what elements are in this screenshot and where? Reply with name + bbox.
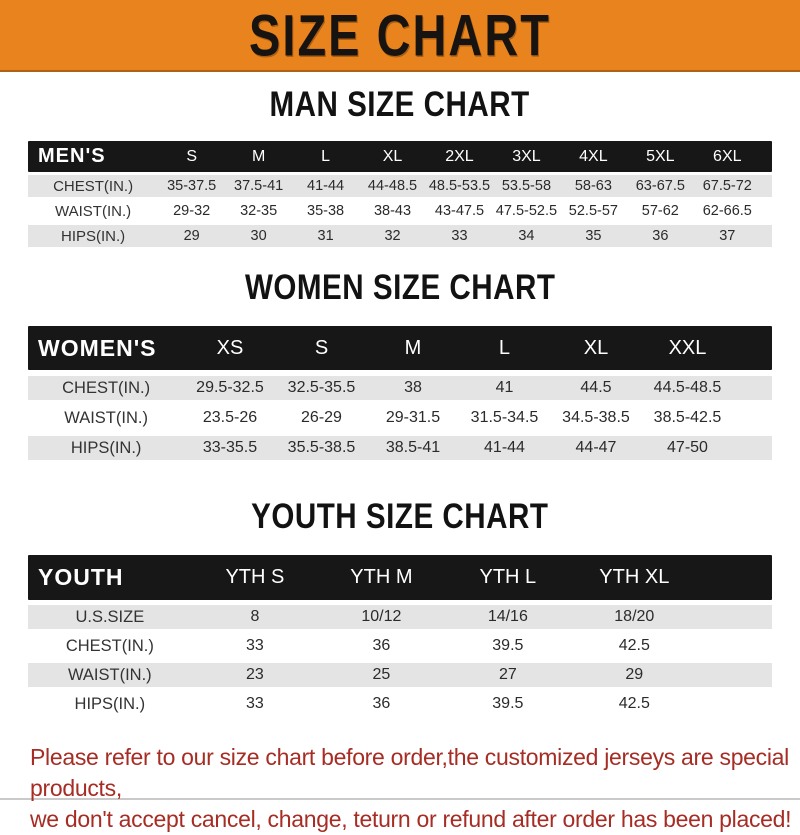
row-label-cell: CHEST(IN.) — [65, 636, 154, 655]
size-column-header: M — [404, 336, 422, 359]
value-cell: 44.5-48.5 — [653, 379, 722, 396]
value-cell: 29-32 — [173, 203, 211, 219]
size-column-header: 5XL — [646, 147, 675, 165]
value-cell: 29 — [183, 228, 200, 244]
table-row — [28, 200, 772, 222]
value-cell: 31.5-34.5 — [470, 409, 539, 426]
size-column-header: XS — [216, 336, 244, 359]
value-cell: 37 — [719, 228, 736, 244]
value-cell: 47.5-52.5 — [495, 203, 558, 219]
value-cell: 35-37.5 — [167, 178, 217, 194]
value-cell: 23.5-26 — [202, 409, 258, 426]
value-cell: 39.5 — [492, 695, 524, 712]
row-label-cell: CHEST(IN.) — [53, 177, 134, 195]
man-section-heading — [0, 85, 800, 127]
value-cell: 33-35.5 — [202, 439, 258, 456]
value-cell: 26-29 — [301, 409, 342, 426]
value-cell: 32 — [384, 228, 401, 244]
value-cell: 63-67.5 — [635, 178, 685, 194]
row-label-cell: WAIST(IN.) — [67, 665, 152, 684]
row-label-cell: CHEST(IN.) — [62, 378, 151, 397]
value-cell: 41-44 — [484, 439, 525, 456]
value-cell: 62-66.5 — [702, 203, 752, 219]
table-row — [28, 406, 772, 430]
value-cell: 33 — [246, 637, 264, 654]
row-label-cell: HIPS(IN.) — [61, 227, 126, 245]
value-cell: 33 — [246, 695, 264, 712]
disclaimer-text — [30, 742, 800, 835]
size-column-header: L — [321, 147, 331, 165]
youth-heading-text: YOUTH SIZE CHART — [251, 497, 549, 537]
row-label-cell: U.S.SIZE — [75, 607, 145, 626]
value-cell: 30 — [250, 228, 267, 244]
size-column-header: 2XL — [445, 147, 474, 165]
table-header-row — [28, 141, 772, 172]
table-row — [28, 175, 772, 197]
size-column-header: S — [186, 147, 197, 165]
value-cell: 29-31.5 — [385, 409, 441, 426]
value-cell: 53.5-58 — [501, 178, 552, 194]
value-cell: 39.5 — [492, 637, 524, 654]
value-cell: 36 — [652, 228, 669, 244]
row-label-cell: WAIST(IN.) — [55, 202, 132, 220]
row-label-cell: WAIST(IN.) — [64, 408, 148, 427]
table-header-row — [28, 555, 772, 600]
table-header-row — [28, 326, 772, 370]
value-cell: 41 — [495, 379, 514, 396]
value-cell: 35.5-38.5 — [287, 439, 356, 456]
disclaimer-line-1: Please refer to our size chart before order,the customized jerseys are special products, — [30, 744, 789, 801]
value-cell: 47-50 — [667, 439, 708, 456]
table-header-label: WOMEN'S — [38, 334, 157, 361]
row-label-cell: HIPS(IN.) — [70, 438, 142, 457]
value-cell: 43-47.5 — [434, 203, 485, 219]
value-cell: 42.5 — [618, 637, 650, 654]
table-row — [28, 663, 772, 687]
size-column-header: XXL — [668, 336, 707, 359]
value-cell: 41-44 — [307, 178, 345, 194]
table-row — [28, 376, 772, 400]
value-cell: 18/20 — [614, 608, 655, 625]
value-cell: 35 — [585, 228, 602, 244]
size-column-header: S — [314, 336, 329, 359]
youth-size-table — [28, 555, 772, 716]
table-row — [28, 605, 772, 629]
value-cell: 14/16 — [487, 608, 528, 625]
value-cell: 67.5-72 — [702, 178, 752, 194]
value-cell: 33 — [451, 228, 468, 244]
size-column-header: XL — [382, 147, 403, 165]
row-label-cell: HIPS(IN.) — [74, 694, 146, 713]
value-cell: 52.5-57 — [568, 203, 618, 219]
size-column-header: YTH S — [225, 566, 285, 588]
value-cell: 38 — [404, 379, 422, 396]
value-cell: 38.5-41 — [385, 439, 441, 456]
value-cell: 29 — [625, 666, 644, 683]
value-cell: 8 — [250, 608, 260, 625]
value-cell: 42.5 — [618, 695, 650, 712]
value-cell: 27 — [498, 666, 517, 683]
value-cell: 29.5-32.5 — [196, 379, 264, 396]
value-cell: 44.5 — [580, 379, 612, 396]
value-cell: 48.5-53.5 — [428, 178, 491, 194]
value-cell: 31 — [317, 228, 334, 244]
value-cell: 34 — [518, 228, 535, 244]
value-cell: 38.5-42.5 — [653, 409, 722, 426]
value-cell: 44-48.5 — [367, 178, 418, 194]
value-cell: 35-38 — [307, 203, 345, 219]
man-size-section — [0, 85, 800, 247]
size-column-header: M — [251, 147, 266, 165]
value-cell: 25 — [372, 666, 391, 683]
table-row — [28, 225, 772, 247]
women-heading-text: WOMEN SIZE CHART — [244, 268, 556, 308]
value-cell: 36 — [372, 637, 391, 654]
size-column-header: L — [498, 336, 511, 359]
size-column-header: YTH L — [479, 566, 537, 588]
value-cell: 38-43 — [373, 203, 412, 219]
women-size-table — [28, 326, 772, 460]
women-size-section — [0, 268, 800, 460]
disclaimer-line-2: we don't accept cancel, change, teturn or refund after order has been placed! — [30, 806, 792, 832]
size-column-header: 6XL — [713, 147, 742, 165]
size-column-header: 4XL — [579, 147, 608, 165]
man-heading-text: MAN SIZE CHART — [269, 85, 531, 125]
value-cell: 32-35 — [240, 203, 278, 219]
value-cell: 57-62 — [641, 203, 679, 219]
value-cell: 36 — [372, 695, 391, 712]
size-column-header: YTH XL — [599, 566, 670, 588]
table-row — [28, 436, 772, 460]
youth-size-section — [0, 497, 800, 716]
youth-section-heading — [0, 497, 800, 539]
table-header-label: YOUTH — [38, 564, 124, 590]
size-column-header: YTH M — [350, 566, 413, 588]
table-row — [28, 634, 772, 658]
value-cell: 10/12 — [361, 608, 402, 625]
table-header-label: MEN'S — [38, 145, 106, 167]
value-cell: 44-47 — [575, 439, 617, 456]
size-column-header: XL — [583, 336, 609, 359]
value-cell: 32.5-35.5 — [287, 379, 356, 396]
value-cell: 34.5-38.5 — [562, 409, 630, 426]
size-chart-banner — [0, 0, 800, 72]
value-cell: 23 — [246, 666, 264, 683]
women-section-heading — [0, 268, 800, 310]
value-cell: 37.5-41 — [234, 178, 284, 194]
table-row — [28, 692, 772, 716]
man-size-table — [28, 141, 772, 247]
value-cell: 58-63 — [574, 178, 612, 194]
banner-title: SIZE CHART — [249, 1, 551, 69]
size-column-header: 3XL — [512, 147, 541, 165]
